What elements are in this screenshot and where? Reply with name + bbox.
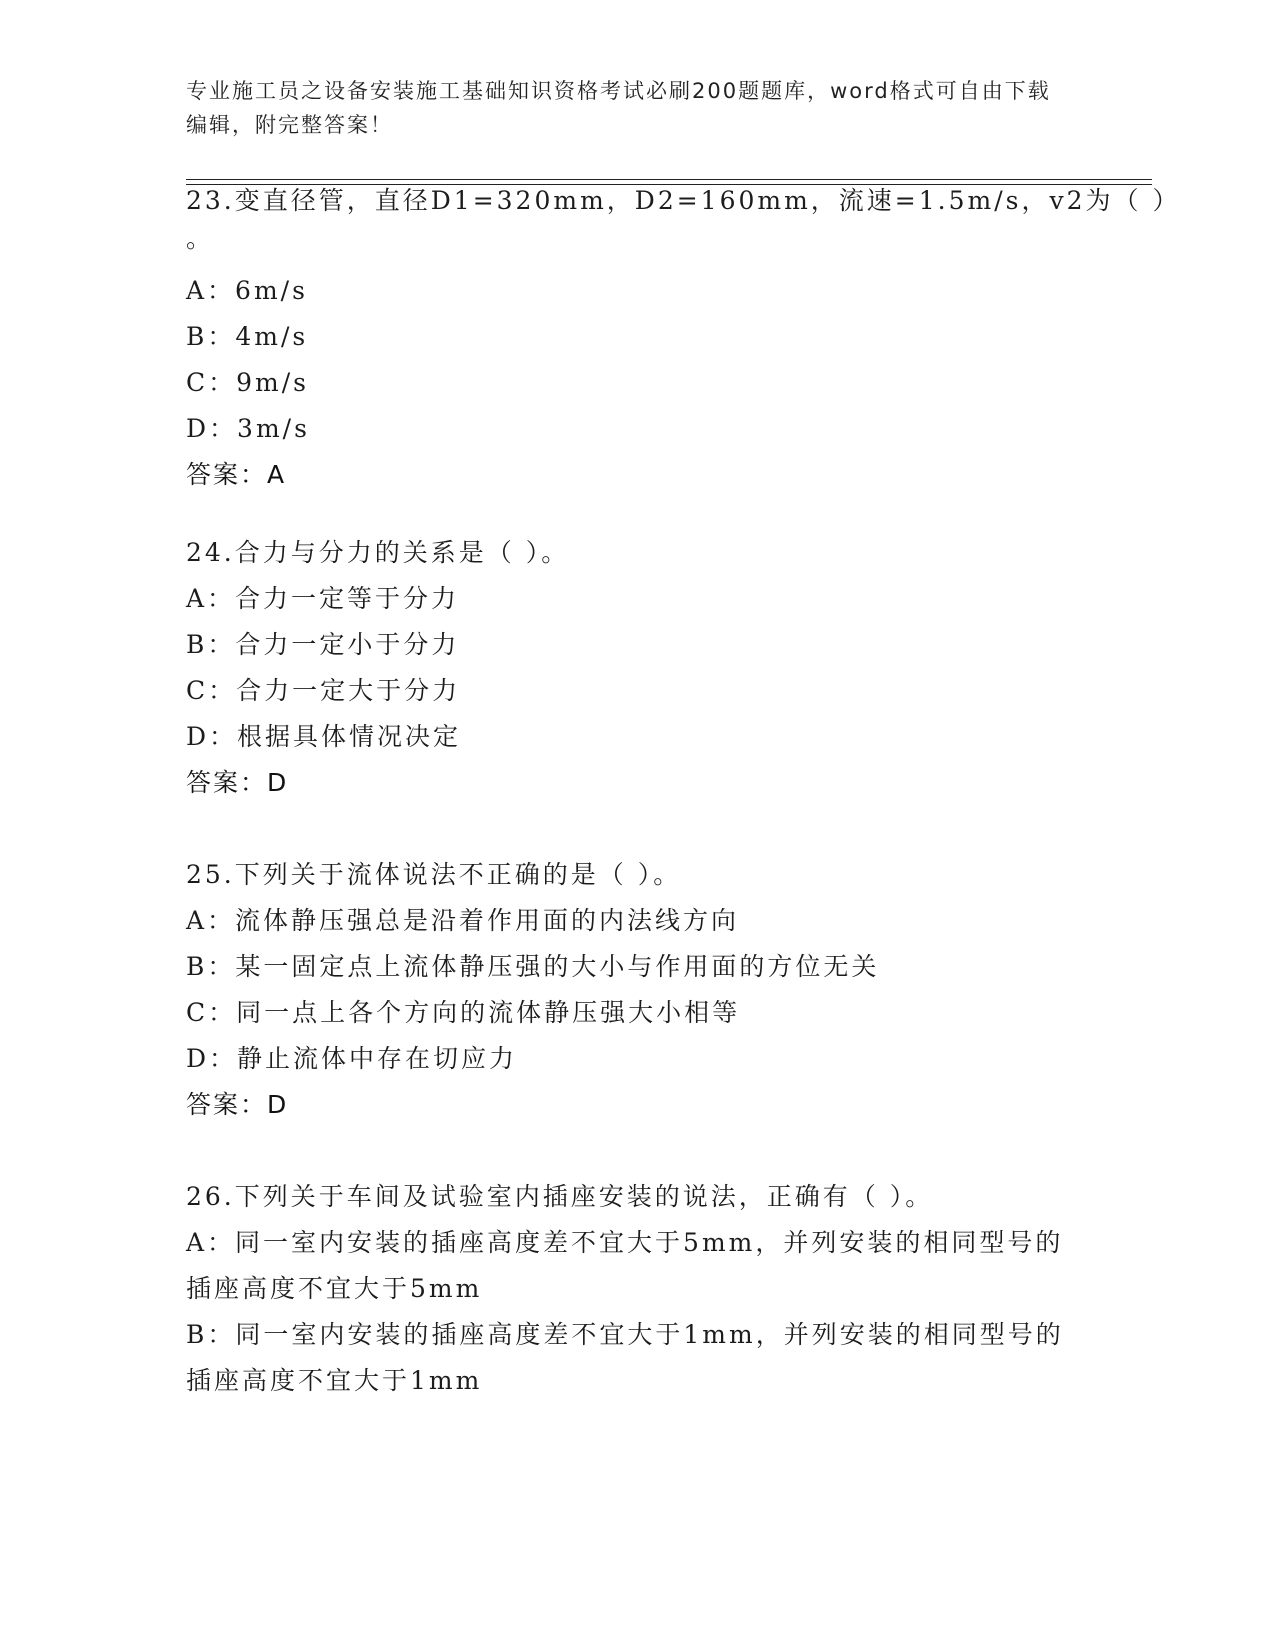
answer: 答案：D: [186, 768, 289, 797]
option-b: B：4m/s: [186, 322, 309, 351]
answer: 答案：A: [186, 460, 287, 489]
option-d: D：根据具体情况决定: [186, 722, 462, 751]
question-stem-continuation: 。: [186, 224, 215, 253]
question-stem: 23.变直径管，直径D1=320mm，D2=160mm，流速=1.5m/s，v2为（ ）: [186, 186, 1181, 215]
option-a: A：流体静压强总是沿着作用面的内法线方向: [186, 906, 740, 935]
option-c: C：9m/s: [186, 368, 309, 397]
option-a: A：合力一定等于分力: [186, 584, 460, 613]
option-d: D：3m/s: [186, 414, 310, 443]
question-23: [186, 178, 1181, 498]
question-stem: 24.合力与分力的关系是（ ）。: [186, 538, 570, 567]
answer: 答案：D: [186, 1090, 289, 1119]
question-stem: 25.下列关于流体说法不正确的是（ ）。: [186, 860, 682, 889]
question-stem: 26.下列关于车间及试验室内插座安装的说法，正确有（ ）。: [186, 1182, 934, 1211]
document-header: [186, 74, 1066, 142]
header-title: 专业施工员之设备安装施工基础知识资格考试必刷200题题库，word格式可自由下载编辑，附完整答案！: [186, 79, 1051, 137]
option-c: C：同一点上各个方向的流体静压强大小相等: [186, 998, 741, 1027]
option-d: D：静止流体中存在切应力: [186, 1044, 518, 1073]
option-b: B：某一固定点上流体静压强的大小与作用面的方位无关: [186, 952, 880, 981]
question-26: [186, 1174, 1066, 1404]
option-b: B：合力一定小于分力: [186, 630, 460, 659]
option-a: A：6m/s: [186, 276, 308, 305]
option-a: A：同一室内安装的插座高度差不宜大于5mm，并列安装的相同型号的插座高度不宜大于5mm: [186, 1228, 1064, 1303]
question-25: [186, 852, 1086, 1128]
question-24: [186, 530, 1086, 806]
option-b: B：同一室内安装的插座高度差不宜大于1mm，并列安装的相同型号的插座高度不宜大于1mm: [186, 1320, 1064, 1395]
option-c: C：合力一定大于分力: [186, 676, 461, 705]
